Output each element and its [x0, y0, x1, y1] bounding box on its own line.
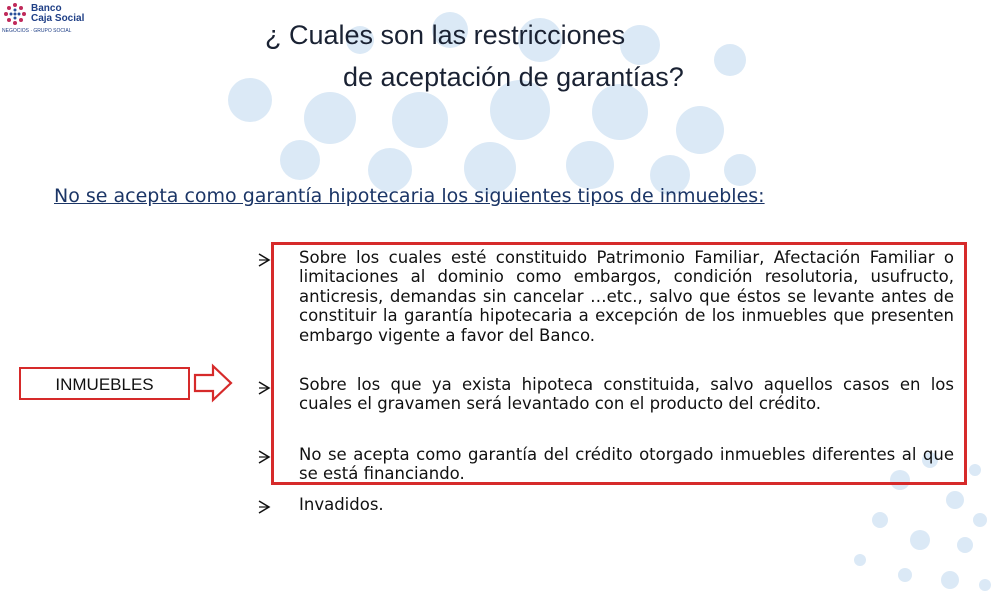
section-subtitle: No se acepta como garantía hipotecaria los siguientes tipos de inmuebles: — [54, 185, 765, 207]
arrow-bullet-icon — [257, 252, 271, 268]
right-arrow-icon — [193, 363, 233, 403]
logo-tagline: NEGOCIOS · GRUPO SOCIAL — [2, 28, 72, 34]
arrow-bullet-icon — [257, 499, 271, 515]
category-label-box — [19, 367, 190, 400]
page-title-line2: de aceptación de garantías? — [343, 62, 684, 92]
list-item-text: Invadidos. — [299, 495, 384, 514]
logo-text-line1: Banco — [31, 3, 62, 14]
list-item-text: Sobre los que ya exista hipoteca constituida, salvo aquellos casos en los cuales el gravamen será levantado con el producto del crédito. — [299, 375, 954, 414]
list-item-text: Sobre los cuales esté constituido Patrimonio Familiar, Afectación Familiar o limitaciones al dominio como embargos, condición resolutoria, usufructo, anticresis, demandas sin cancelar …etc., salvo que éstos se levante antes de constituir la garantía hipotecaria a excepción de los inmuebles que presenten embargo vigente a favor del Banco. — [299, 248, 954, 345]
arrow-bullet-icon — [257, 449, 271, 465]
bank-logo — [2, 2, 92, 36]
category-label: INMUEBLES — [55, 375, 154, 394]
page-title-line1: ¿ Cuales son las restricciones — [265, 20, 626, 50]
list-item-text: No se acepta como garantía del crédito otorgado inmuebles diferentes al que se está financiando. — [299, 445, 954, 484]
logo-dots-icon — [2, 2, 28, 26]
logo-text-line2: Caja Social — [31, 13, 85, 24]
arrow-bullet-icon — [257, 380, 271, 396]
